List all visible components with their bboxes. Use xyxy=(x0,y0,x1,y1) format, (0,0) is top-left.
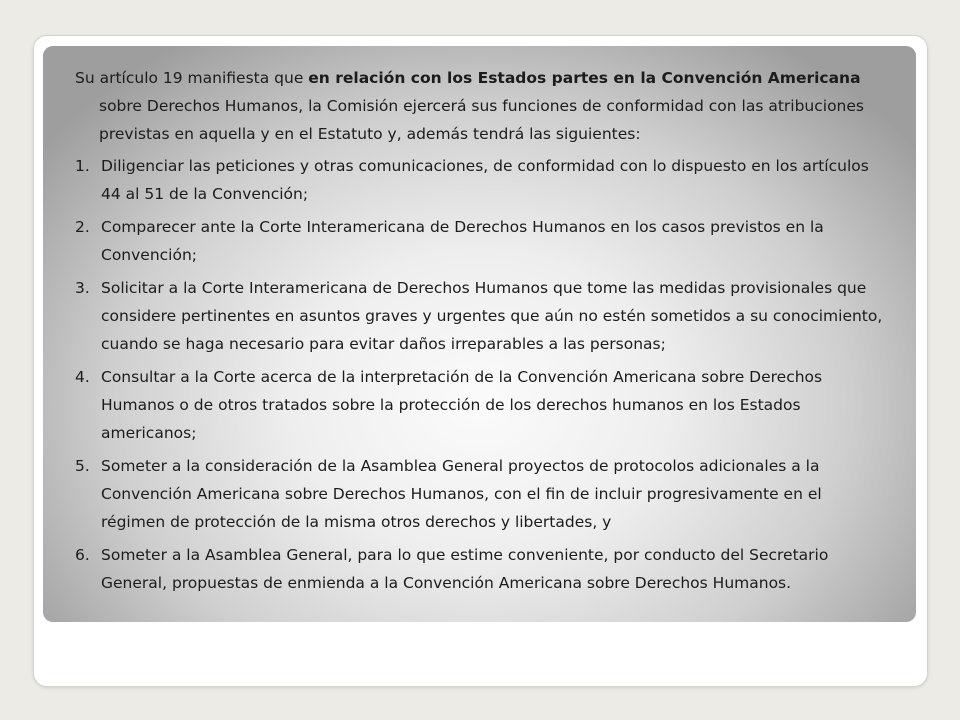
intro-lead: Su artículo 19 manifiesta que xyxy=(75,69,309,87)
list-item xyxy=(75,152,886,208)
list-item xyxy=(75,274,886,358)
item-number: 1. xyxy=(75,157,90,175)
list-item xyxy=(75,452,886,536)
intro-bold: en relación con los Estados partes en la Convención Americana xyxy=(308,69,861,87)
list-item xyxy=(75,363,886,447)
intro-rest: sobre Derechos Humanos, la Comisión ejercerá sus funciones de conformidad con las atribuciones previstas en aquella y en el Estatuto y, además tendrá las siguientes: xyxy=(99,97,864,143)
item-text: Diligenciar las peticiones y otras comunicaciones, de conformidad con lo dispuesto en los artículos 44 al 51 de la Convención; xyxy=(101,157,869,203)
item-number: 4. xyxy=(75,368,90,386)
functions-list xyxy=(75,152,886,597)
item-text: Someter a la Asamblea General, para lo que estime conveniente, por conducto del Secretario General, propuestas de enmienda a la Convención Americana sobre Derechos Humanos. xyxy=(101,546,829,592)
intro-paragraph xyxy=(75,64,886,148)
item-text: Solicitar a la Corte Interamericana de Derechos Humanos que tome las medidas provisionales que considere pertinentes en asuntos graves y urgentes que aún no estén sometidos a su conocimiento, cuando se haga necesario para evitar daños irreparables a las personas; xyxy=(101,279,883,353)
list-item xyxy=(75,213,886,269)
item-number: 6. xyxy=(75,546,90,564)
item-number: 5. xyxy=(75,457,90,475)
content-panel xyxy=(43,46,916,622)
item-text: Consultar a la Corte acerca de la interpretación de la Convención Americana sobre Derechos Humanos o de otros tratados sobre la protección de los derechos humanos en los Estados americanos; xyxy=(101,368,823,442)
item-text: Comparecer ante la Corte Interamericana de Derechos Humanos en los casos previstos en la Convención; xyxy=(101,218,824,264)
item-text: Someter a la consideración de la Asamblea General proyectos de protocolos adicionales a la Convención Americana sobre Derechos Humanos, con el fin de incluir progresivamente en el régimen de protección de la misma otros derechos y libertades, y xyxy=(101,457,822,531)
item-number: 3. xyxy=(75,279,90,297)
item-number: 2. xyxy=(75,218,90,236)
list-item xyxy=(75,541,886,597)
